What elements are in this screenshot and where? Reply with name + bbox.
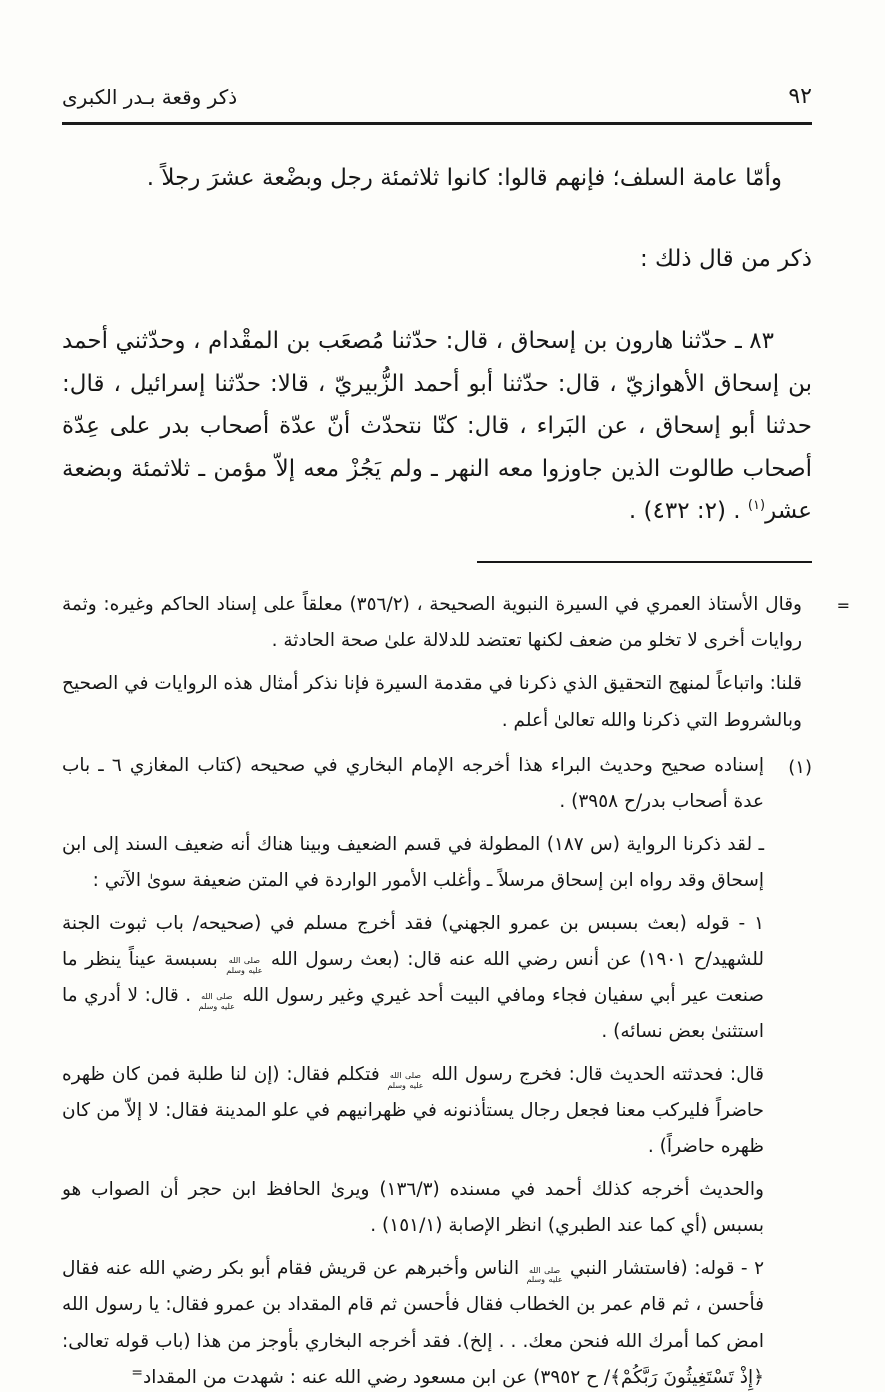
- hadith-source-ref: . (٢: ٤٣٢) .: [628, 498, 748, 525]
- honorific-salla-icon: صلى الله عليه وسلم: [526, 1265, 563, 1285]
- footnote-1-block: [62, 748, 812, 1392]
- footnotes-section: [62, 587, 850, 1392]
- main-text: [62, 157, 812, 533]
- footnote-paragraph: ـ لقد ذكرنا الرواية (س ١٨٧) المطولة في قسم الضعيف وبينا هناك أنه ضعيف السند إلى ابن إسحاق وقد رواه ابن إسحاق مرسلاً ـ وأغلب الأمور الواردة في المتن ضعيفة سوىٰ الآتي :: [62, 833, 764, 891]
- footnote-continuation-block: [62, 587, 850, 738]
- footnote-paragraph: والحديث أخرجه كذلك أحمد في مسنده (١٣٦/٣) ويرىٰ الحافظ ابن حجر أن الصواب هو بسبس (أي كما عند الطبري) انظر الإصابة (١٥١/١) .: [62, 1179, 764, 1237]
- page-header: [62, 84, 812, 125]
- footnote-paragraph: قلنا: واتباعاً لمنهج التحقيق الذي ذكرنا في مقدمة السيرة فإنا نذكر أمثال هذه الروايات في الصحيح وبالشروط التي ذكرنا والله تعالىٰ أعلم .: [62, 673, 802, 731]
- honorific-salla-icon: صلى الله عليه وسلم: [226, 956, 263, 975]
- hadith-text: ٨٣ ـ حدّثنا هارون بن إسحاق ، قال: حدّثنا مُصعَب بن المقْدام ، وحدّثني أحمد بن إسحاق الأهوازيّ ، قال: حدّثنا أبو أحمد الزُّبيريّ ، قالا: حدّثنا إسرائيل ، قال: حدثنا أبو إسحاق ، عن البَراء ، قال: كنّا نتحدّث أنّ عدّة أصحاب بدر على عِدّة أصحاب طالوت الذين جاوزوا معه النهر ـ ولم يَجُزْ معه إلاّ مؤمن ـ ثلاثمئة وبضعة عشر: [62, 328, 812, 525]
- footnote-paragraph: ٢ - قوله: (فاستشار النبي صلى الله عليه وسلم الناس وأخبرهم عن قريش فقام أبو بكر رضي الله عنه فقال فأحسن ، ثم قام عمر بن الخطاب فقال فأحسن ثم قام المقداد بن عمرو فقال: يا رسول الله امض كما أمرك الله فنحن معك. . . إلخ). فقد أخرجه البخاري بأوجز من هذا (باب قوله تعالى: ﴿إِذْ تَسْتَغِيثُونَ رَبَّكُمْ﴾/ ح ٣٩٥٢) عن ابن مسعود رضي الله عنه : شهدت من المقداد=: [62, 1258, 764, 1388]
- honorific-salla-icon: صلى الله عليه وسلم: [198, 992, 235, 1011]
- section-heading: ذكر من قال ذلك :: [639, 245, 812, 272]
- hadith-paragraph: [62, 320, 812, 533]
- continuation-marker: =: [836, 596, 850, 616]
- footnote-paragraph: إسناده صحيح وحديث البراء هذا أخرجه الإمام البخاري في صحيحه (كتاب المغازي ٦ ـ باب عدة أصحاب بدر/ح ٣٩٥٨) .: [62, 754, 764, 812]
- footnote-paragraph: وقال الأستاذ العمري في السيرة النبوية الصحيحة ، (٣٥٦/٢) معلقاً على إسناد الحاكم وغيره: وثمة روايات أخرى لا تخلو من ضعف لكنها تعتضد للدلالة علىٰ صحة الحادثة .: [62, 594, 802, 652]
- page-number: ٩٢: [788, 84, 812, 109]
- honorific-salla-icon: صلى الله عليه وسلم: [387, 1071, 424, 1091]
- footnote-ref-superscript: (١): [747, 498, 766, 514]
- footnote-1-marker: (١): [788, 756, 812, 778]
- footnote-separator-rule: [477, 561, 812, 564]
- footnote-paragraph: ١ - قوله (بعث بسبس بن عمرو الجهني) فقد أخرج مسلم في (صحيحه/ باب ثبوت الجنة للشهيد/ح ١٩٠١) عن أنس رضي الله عنه قال: (بعث رسول الله صلى الله عليه وسلم بسبسة عيناً ينظر ما صنعت عير أبي سفيان فجاء ومافي البيت أحد غيري وغير رسول الله صلى الله عليه وسلم . قال: لا أدري ما استثنىٰ بعض نسائه) .: [62, 912, 764, 1043]
- intro-paragraph: وأمّا عامة السلف؛ فإنهم قالوا: كانوا ثلاثمئة رجل وبضْعة عشرَ رجلاً .: [146, 165, 782, 191]
- continuation-end-marker: =: [131, 1364, 144, 1381]
- footnote-paragraph: قال: فحدثته الحديث قال: فخرج رسول الله صلى الله عليه وسلم فتكلم فقال: (إن لنا طلبة فمن كان ظهره حاضراً فليركب معنا فجعل رجال يستأذنونه في ظهرانيهم في علو المدينة فقال: لا إلاّ من كان ظهره حاضراً) .: [62, 1064, 764, 1158]
- running-title: ذكر وقعة بـدر الكبرى: [62, 85, 238, 109]
